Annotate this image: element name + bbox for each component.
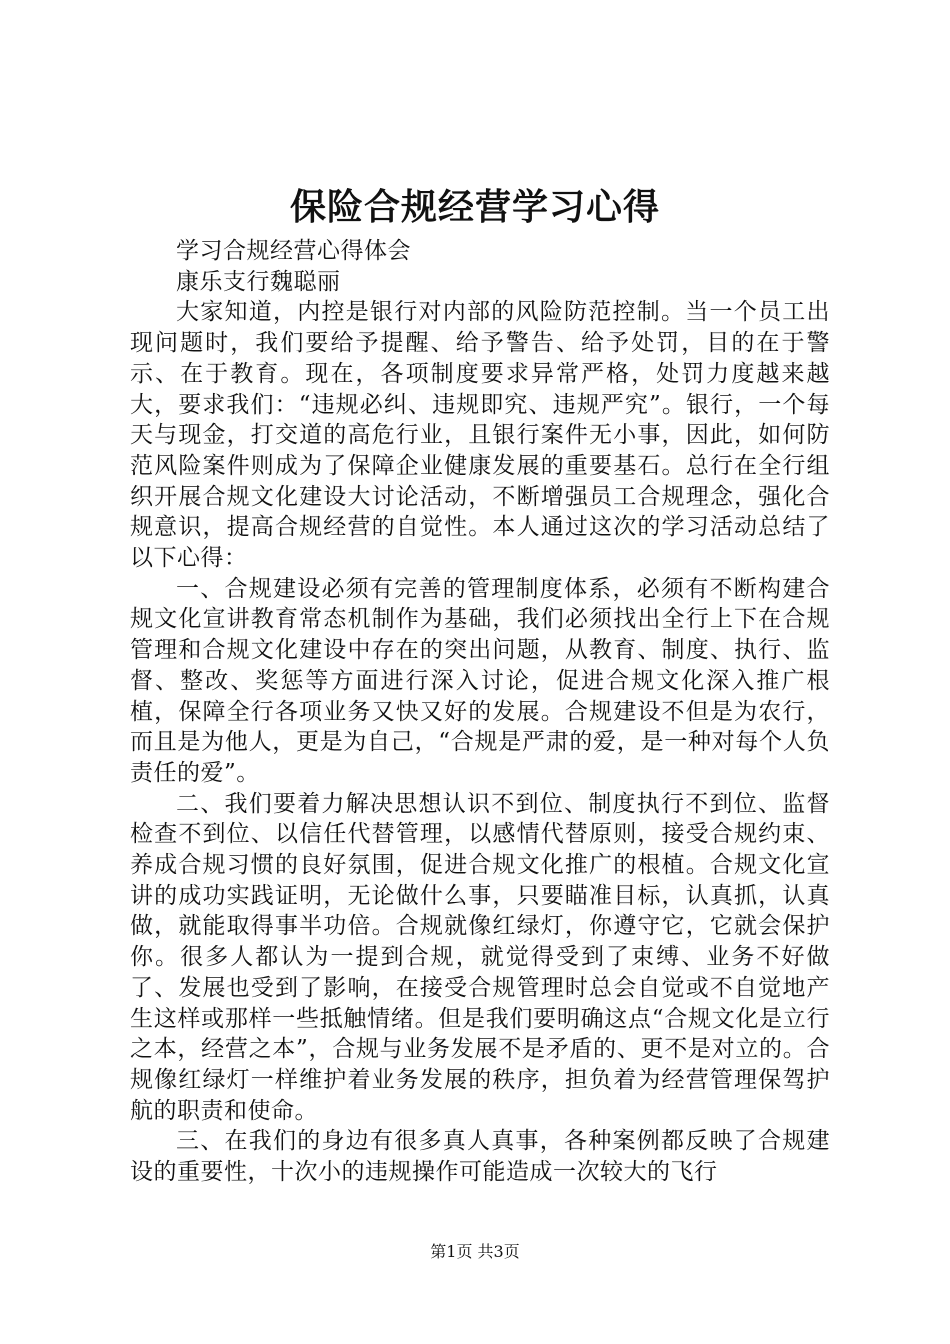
document-author: 康乐支行魏聪丽 [176, 268, 341, 295]
page-footer: 第1页 共3页 [430, 1242, 520, 1261]
paragraph-intro: 大家知道，内控是银行对内部的风险防范控制。当一个员工出现问题时，我们要给予提醒、给予警告、给予处罚，目的在于警示、在于教育。现在，各项制度要求异常严格，处罚力度越来越大，要求我们：“违规必纠、违规即究、违规严究”。银行，一个每天与现金，打交道的高危行业，且银行案件无小事，因此，如何防范风险案件则成为了保障企业健康发展的重要基石。总行在全行组织开展合规文化建设大讨论活动，不断增强员工合规理念，强化合规意识，提高合规经营的自觉性。本人通过这次的学习活动总结了以下心得： [130, 299, 830, 572]
document-subtitle: 学习合规经营心得体会 [176, 238, 411, 264]
paragraph-point-one: 一、合规建设必须有完善的管理制度体系，必须有不断构建合规文化宣讲教育常态机制作为基础，我们必须找出全行上下在合规管理和合规文化建设中存在的突出问题，从教育、制度、执行、监督、整改、奖惩等方面进行深入讨论，促进合规文化深入推广根植，保障全行各项业务又快又好的发展。合规建设不但是为农行，而且是为他人，更是为自己，“合规是严肃的爱，是一种对每个人负责任的爱”。 [130, 575, 830, 786]
paragraph-point-three: 三、在我们的身边有很多真人真事，各种案例都反映了合规建设的重要性，十次小的违规操作可能造成一次较大的飞行 [130, 1128, 830, 1186]
document-body [130, 236, 830, 1188]
document-title: 保险合规经营学习心得 [289, 186, 660, 228]
paragraph-point-two: 二、我们要着力解决思想认识不到位、制度执行不到位、监督检查不到位、以信任代替管理，以感情代替原则，接受合规约束、养成合规习惯的良好氛围，促进合规文化推广的根植。合规文化宣讲的成功实践证明，无论做什么事，只要瞄准目标，认真抓，认真做，就能取得事半功倍。合规就像红绿灯，你遵守它，它就会保护你。很多人都认为一提到合规，就觉得受到了束缚、业务不好做了、发展也受到了影响，在接受合规管理时总会自觉或不自觉地产生这样或那样一些抵触情绪。但是我们要明确这点“合规文化是立行之本，经营之本”，合规与业务发展不是矛盾的、更不是对立的。合规像红绿灯一样维护着业务发展的秩序，担负着为经营管理保驾护航的职责和使命。 [130, 790, 830, 1124]
